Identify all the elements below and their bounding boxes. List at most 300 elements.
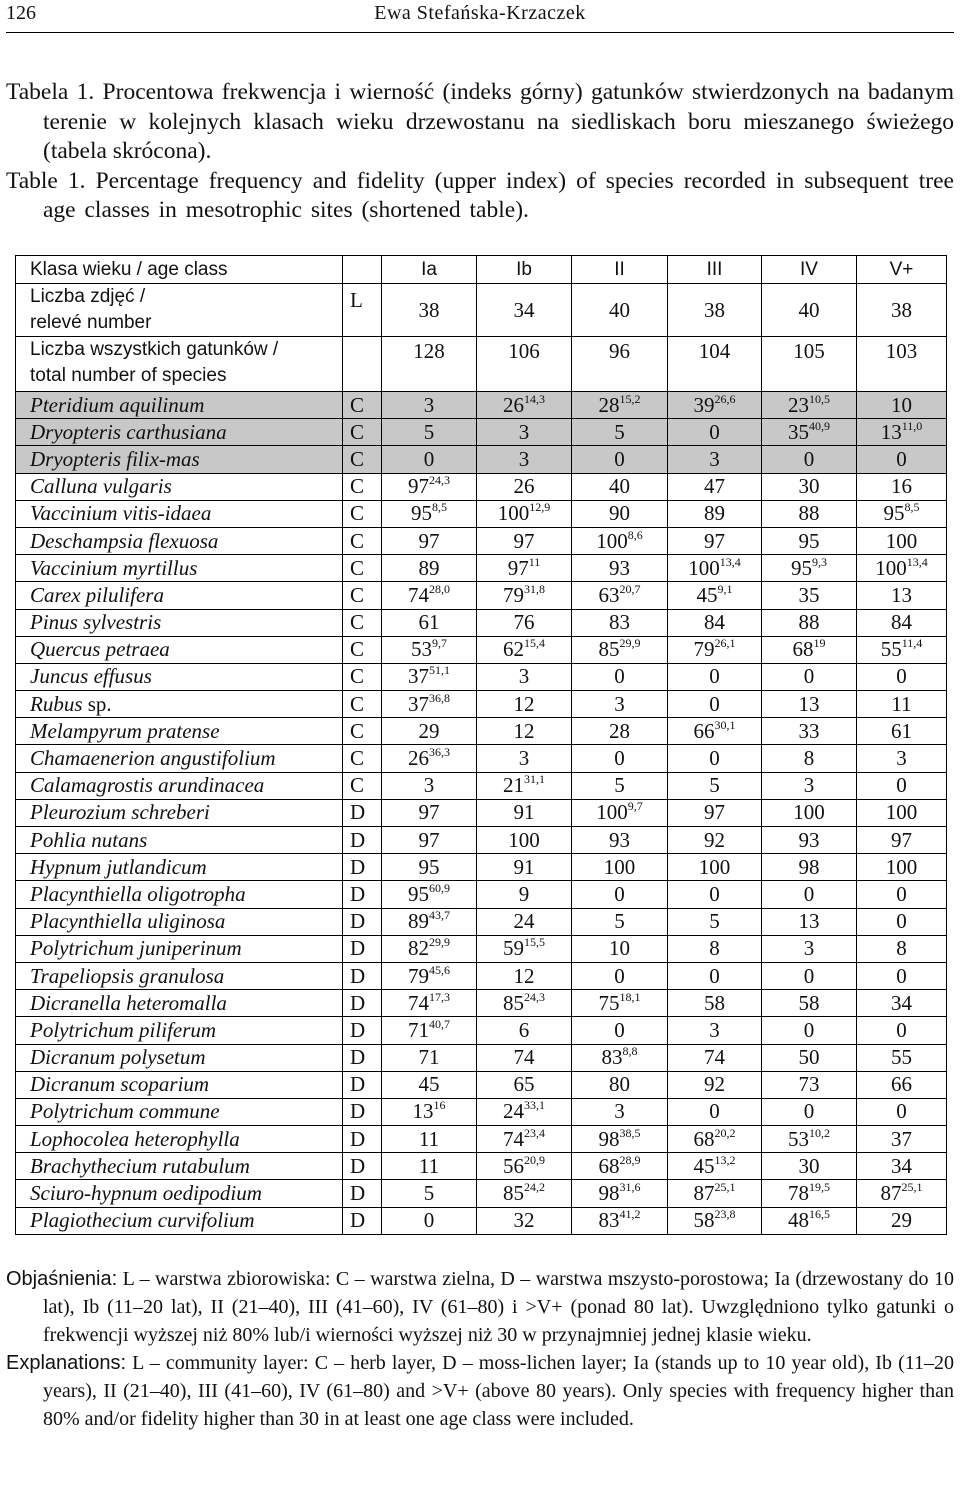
frequency-cell [382,827,477,854]
frequency-cell [762,636,857,663]
frequency-cell [572,1180,668,1207]
frequency-cell [668,500,762,527]
species-name-suffix: sp. [82,691,112,716]
layer-code: C [343,555,382,582]
frequency-value: 80 [609,1072,630,1097]
frequency-cell [857,935,947,962]
frequency-cell [572,1071,668,1098]
running-head-author: Ewa Stefańska-Krzaczek [374,2,586,24]
frequency-cell [382,1126,477,1153]
frequency-value: 89 [408,909,429,934]
frequency-cell [572,392,668,419]
fidelity-index: 20,7 [619,581,641,596]
frequency-cell [857,827,947,854]
frequency-value: 30 [798,1153,820,1178]
frequency-value: 63 [598,582,620,607]
frequency-value: 83 [609,610,630,635]
frequency-value: 100 [698,854,731,879]
frequency-cell [572,446,668,473]
frequency-cell [857,881,947,908]
frequency-cell [382,1180,477,1207]
frequency-cell [857,990,947,1017]
frequency-value: 13 [798,691,820,716]
frequency-cell [572,527,668,554]
frequency-value: 62 [503,637,524,662]
frequency-cell [857,500,947,527]
frequency-cell [668,745,762,772]
frequency-value: 12 [513,691,535,716]
fidelity-index: 40,7 [429,1016,450,1031]
layer-code: C [343,500,382,527]
frequency-cell [382,1044,477,1071]
frequency-value: 3 [803,773,815,798]
frequency-value: 3 [709,446,720,471]
frequency-cell [668,1180,762,1207]
frequency-cell [477,1044,572,1071]
fidelity-index: 14,3 [524,391,545,406]
frequency-cell [477,419,572,446]
species-name-text: Chamaenerion angustifolium [30,746,276,771]
species-name [16,663,343,690]
species-name [16,881,343,908]
fidelity-index: 19,5 [809,1180,830,1195]
fidelity-index: 33,1 [524,1098,545,1113]
frequency-value: 13 [798,909,820,934]
frequency-cell [382,745,477,772]
species-name [16,1017,343,1044]
caption-polish: Tabela 1. Procentowa frekwencja i wierność (indeks górny) gatunków stwierdzonych na badanym terenie w kolejnych klasach wieku drzewostanu na siedliskach boru mieszanego świeżego (tabela skrócona). [6,79,954,164]
frequency-cell [668,881,762,908]
frequency-cell [382,609,477,636]
fidelity-index: 10,2 [809,1125,830,1140]
species-name [16,1071,343,1098]
frequency-value: 95 [798,528,820,553]
frequency-cell [668,582,762,609]
frequency-cell [668,473,762,500]
frequency-value: 0 [896,1099,907,1124]
frequency-value: 3 [614,691,625,716]
frequency-cell [382,663,477,690]
fidelity-index: 28,0 [429,581,450,596]
frequency-value: 100 [875,555,907,580]
species-name [16,1098,343,1125]
fidelity-index: 23,4 [524,1125,545,1140]
frequency-value: 59 [503,936,524,961]
frequency-value: 97 [891,827,912,852]
frequency-value: 79 [693,637,715,662]
fidelity-index: 13,2 [714,1152,736,1167]
frequency-cell [477,854,572,881]
fidelity-index: 10,5 [809,391,830,406]
frequency-cell [762,446,857,473]
fidelity-index: 38,5 [619,1125,641,1140]
species-name-text: Placynthiella uliginosa [30,909,226,934]
species-name [16,419,343,446]
species-total-count: 103 [857,337,947,392]
frequency-cell [477,663,572,690]
frequency-value: 0 [709,963,720,988]
frequency-value: 37 [408,664,429,689]
species-name [16,473,343,500]
frequency-cell [382,392,477,419]
frequency-value: 24 [513,909,535,934]
frequency-cell [762,1207,857,1234]
frequency-cell [762,1126,857,1153]
frequency-value: 0 [896,446,907,471]
frequency-cell [572,799,668,826]
fidelity-index: 16 [433,1098,446,1113]
frequency-value: 100 [596,800,628,825]
frequency-value: 13 [880,419,902,444]
frequency-cell [477,582,572,609]
frequency-value: 66 [891,1072,912,1097]
frequency-cell [668,1044,762,1071]
species-name-text: Calamagrostis arundinacea [30,773,265,798]
frequency-cell [477,636,572,663]
age-class-header: V+ [857,256,947,284]
species-name-text: Melampyrum pratense [30,718,220,743]
frequency-value: 74 [408,990,429,1015]
species-total-count: 106 [477,337,572,392]
frequency-cell [382,881,477,908]
age-class-header: Ia [382,256,477,284]
frequency-value: 11 [418,1153,440,1178]
fidelity-index: 26,6 [714,391,736,406]
species-name-text: Vaccinium vitis-idaea [30,501,212,526]
age-class-header: Ib [477,256,572,284]
frequency-cell [477,1126,572,1153]
frequency-value: 48 [788,1208,809,1233]
fidelity-index: 20,9 [524,1152,545,1167]
frequency-cell [572,745,668,772]
frequency-value: 33 [798,718,820,743]
layer-code: D [343,1180,382,1207]
frequency-value: 0 [896,963,907,988]
species-name [16,1044,343,1071]
frequency-cell [477,392,572,419]
frequency-value: 88 [798,610,820,635]
frequency-cell [857,446,947,473]
frequency-cell [572,1017,668,1044]
frequency-value: 97 [418,827,440,852]
releve-count: 38 [382,284,477,337]
species-row [16,1098,947,1125]
frequency-value: 95 [791,555,812,580]
frequency-cell [572,962,668,989]
layer-code: D [343,1044,382,1071]
fidelity-index: 25,1 [714,1180,736,1195]
frequency-value: 0 [896,1017,907,1042]
frequency-value: 93 [609,555,630,580]
frequency-value: 9 [518,881,530,906]
frequency-value: 100 [688,555,720,580]
frequency-cell [572,636,668,663]
frequency-value: 5 [614,909,625,934]
fidelity-index: 31,8 [524,581,545,596]
frequency-cell [857,745,947,772]
frequency-value: 74 [503,1126,524,1151]
layer-code: C [343,527,382,554]
frequency-value: 78 [788,1181,809,1206]
frequency-value: 0 [614,963,625,988]
frequency-value: 0 [896,773,907,798]
frequency-cell [572,854,668,881]
frequency-value: 0 [803,881,815,906]
layer-code: D [343,1207,382,1234]
frequency-value: 68 [792,637,814,662]
fidelity-index: 45,6 [429,962,450,977]
frequency-cell [762,1180,857,1207]
frequency-value: 92 [704,1072,725,1097]
frequency-cell [668,419,762,446]
frequency-value: 79 [408,963,429,988]
frequency-value: 93 [609,827,630,852]
species-name [16,527,343,554]
species-name-text: Placynthiella oligotropha [30,881,246,906]
frequency-cell [572,1126,668,1153]
species-row [16,1044,947,1071]
frequency-cell [477,718,572,745]
species-row [16,799,947,826]
frequency-value: 26 [513,474,535,499]
frequency-fidelity-table [15,255,947,1235]
frequency-value: 90 [609,501,630,526]
frequency-cell [857,527,947,554]
layer-code: D [343,935,382,962]
frequency-value: 12 [513,963,535,988]
layer-code: C [343,582,382,609]
frequency-cell [382,1071,477,1098]
frequency-value: 100 [497,501,530,526]
frequency-value: 10 [891,392,912,417]
frequency-value: 0 [803,1017,815,1042]
frequency-cell [572,555,668,582]
fidelity-index: 24,3 [429,473,450,488]
species-row [16,1126,947,1153]
frequency-value: 0 [709,664,720,689]
species-row [16,636,947,663]
explanation-english-text: L – community layer: C – herb layer, D – moss-lichen layer; Ia (stands up to 10 year old), Ib (11–20 years), II (21–40), III (41–60), IV (61–80) and >V+ (above 80 years). Only species with frequency higher than 80% and/or fidelity higher than 30 in at least one age class were included. [43,1352,954,1430]
frequency-value: 3 [518,664,530,689]
species-row [16,1153,947,1180]
frequency-value: 29 [418,718,440,743]
frequency-cell [762,881,857,908]
fidelity-index: 36,3 [429,745,450,760]
fidelity-index: 11,4 [901,636,923,651]
layer-code: C [343,718,382,745]
frequency-cell [668,555,762,582]
frequency-cell [762,908,857,935]
releve-count: 38 [857,284,947,337]
frequency-value: 100 [596,528,628,553]
frequency-cell [668,691,762,718]
fidelity-index: 15,5 [524,935,545,950]
frequency-value: 11 [891,691,912,716]
layer-code: D [343,799,382,826]
frequency-value: 0 [803,1099,815,1124]
releve-number-row [16,284,947,337]
frequency-cell [668,1207,762,1234]
frequency-cell [857,1207,947,1234]
frequency-value: 66 [693,718,715,743]
frequency-value: 0 [709,746,720,771]
layer-column-heading: L [343,284,382,337]
frequency-value: 100 [603,854,636,879]
total-label-en: total number of species [30,365,227,386]
frequency-cell [477,1071,572,1098]
frequency-cell [572,582,668,609]
frequency-cell [477,881,572,908]
layer-code: D [343,854,382,881]
fidelity-index: 41,2 [619,1207,641,1222]
frequency-cell [572,772,668,799]
frequency-cell [572,827,668,854]
frequency-cell [762,1153,857,1180]
frequency-cell [762,392,857,419]
frequency-value: 28 [609,718,630,743]
fidelity-index: 28,9 [619,1152,641,1167]
frequency-value: 97 [704,528,725,553]
fidelity-index: 15,4 [524,636,545,651]
releve-count: 40 [762,284,857,337]
species-row [16,473,947,500]
frequency-cell [477,799,572,826]
layer-header-cell [343,256,382,284]
species-total-count: 104 [668,337,762,392]
frequency-value: 53 [788,1126,809,1151]
frequency-cell [572,1207,668,1234]
species-name [16,1153,343,1180]
species-name-text: Polytrichum piliferum [30,1017,217,1042]
frequency-value: 0 [896,664,907,689]
fidelity-index: 9,7 [432,636,447,651]
fidelity-index: 31,6 [619,1180,641,1195]
frequency-cell [668,392,762,419]
frequency-value: 45 [693,1153,715,1178]
frequency-value: 97 [418,528,440,553]
layer-code: D [343,962,382,989]
fidelity-index: 8,6 [627,527,643,542]
data-table [15,255,946,1235]
species-name [16,582,343,609]
fidelity-index: 60,9 [429,880,450,895]
frequency-value: 0 [709,419,720,444]
frequency-value: 97 [408,474,429,499]
frequency-value: 87 [880,1181,902,1206]
frequency-cell [382,582,477,609]
species-name-text: Pteridium aquilinum [30,392,205,417]
fidelity-index: 19 [813,636,826,651]
species-name [16,392,343,419]
frequency-cell [572,691,668,718]
layer-code: D [343,827,382,854]
frequency-value: 83 [598,1208,620,1233]
frequency-value: 100 [508,827,540,852]
species-name [16,990,343,1017]
frequency-value: 5 [614,419,625,444]
frequency-value: 45 [418,1072,440,1097]
page-header [6,0,954,33]
frequency-value: 98 [598,1126,620,1151]
species-row [16,962,947,989]
frequency-cell [382,500,477,527]
frequency-value: 0 [709,1099,720,1124]
frequency-value: 93 [798,827,820,852]
fidelity-index: 24,3 [524,989,545,1004]
frequency-value: 0 [896,909,907,934]
frequency-cell [572,1044,668,1071]
species-row [16,908,947,935]
fidelity-index: 26,1 [714,636,736,651]
species-name-text: Sciuro-hypnum oedipodium [30,1181,262,1206]
frequency-value: 5 [423,419,435,444]
frequency-cell [382,1017,477,1044]
frequency-value: 0 [423,1208,435,1233]
species-name [16,1180,343,1207]
frequency-cell [477,1098,572,1125]
frequency-cell [668,935,762,962]
frequency-value: 55 [891,1045,912,1070]
frequency-value: 0 [614,446,625,471]
fidelity-index: 29,9 [619,636,641,651]
frequency-cell [382,962,477,989]
species-row [16,555,947,582]
frequency-value: 0 [896,881,907,906]
frequency-value: 100 [793,800,825,825]
frequency-cell [477,1017,572,1044]
frequency-value: 5 [614,773,625,798]
frequency-cell [477,555,572,582]
frequency-cell [668,772,762,799]
frequency-value: 39 [693,392,715,417]
species-name-text: Pinus sylvestris [30,610,162,635]
species-row [16,990,947,1017]
frequency-value: 37 [408,691,429,716]
frequency-cell [762,935,857,962]
frequency-cell [668,854,762,881]
species-name-text: Vaccinium myrtillus [30,555,198,580]
frequency-value: 3 [423,773,435,798]
frequency-value: 97 [507,555,529,580]
frequency-cell [857,473,947,500]
fidelity-index: 40,9 [809,418,830,433]
species-name-text: Carex pilulifera [30,582,164,607]
fidelity-index: 43,7 [429,908,450,923]
frequency-value: 37 [891,1126,912,1151]
species-name-text: Lophocolea heterophylla [30,1126,240,1151]
frequency-cell [572,1153,668,1180]
frequency-value: 50 [798,1045,820,1070]
layer-code: D [343,881,382,908]
frequency-value: 71 [408,1017,429,1042]
species-name-text: Dicranum polysetum [30,1045,206,1070]
species-name-text: Rubus [30,691,83,716]
species-row [16,718,947,745]
frequency-value: 76 [513,610,535,635]
layer-code: C [343,636,382,663]
layer-code: C [343,392,382,419]
frequency-value: 85 [503,1181,524,1206]
frequency-value: 58 [693,1208,715,1233]
frequency-cell [477,935,572,962]
frequency-cell [382,772,477,799]
frequency-value: 45 [696,582,718,607]
frequency-cell [668,1071,762,1098]
frequency-cell [668,827,762,854]
species-name-text: Calluna vulgaris [30,474,172,499]
fidelity-index: 15,2 [619,391,641,406]
frequency-value: 0 [614,664,625,689]
